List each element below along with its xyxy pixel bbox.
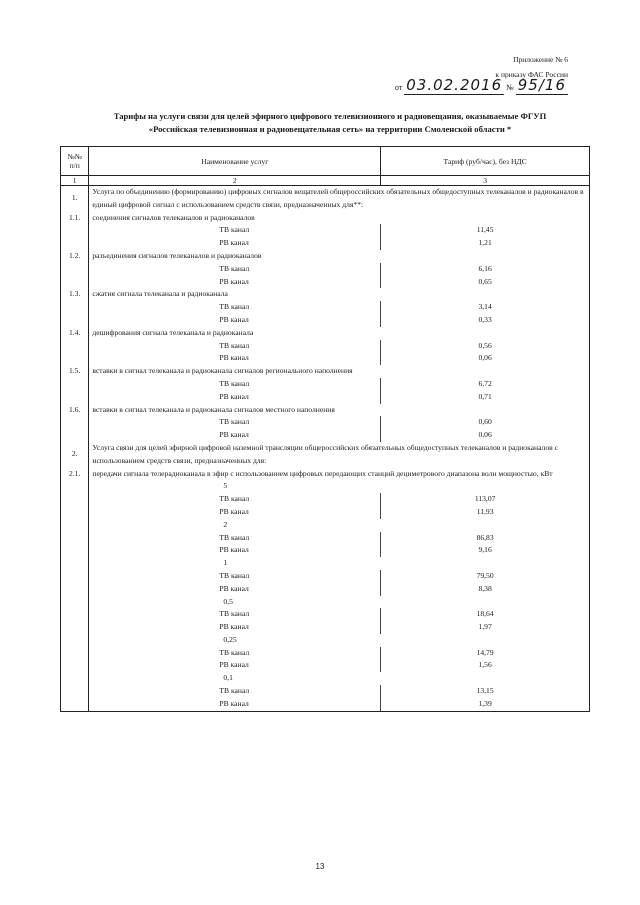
power-level: 5 — [223, 481, 228, 491]
channel-type: РВ канал — [219, 353, 249, 363]
tariff-table-body — [61, 147, 590, 712]
item-number: 1.3. — [61, 288, 89, 301]
table-row — [61, 212, 590, 225]
table-row — [61, 570, 590, 583]
tariff-empty — [381, 480, 590, 493]
item-number-empty — [61, 301, 89, 314]
table-row — [61, 224, 590, 237]
channel-type: РВ канал — [219, 583, 249, 593]
channel-type: ТВ канал — [219, 686, 250, 696]
tariff-value: 113,07 — [381, 493, 590, 506]
tariff-value: 0,33 — [381, 314, 590, 327]
channel-type: РВ канал — [219, 430, 249, 440]
item-number-empty — [61, 314, 89, 327]
table-row — [61, 352, 590, 365]
table-row — [61, 314, 590, 327]
item-number-empty — [61, 263, 89, 276]
service-description: дешифрования сигнала телеканала и радиоканала — [89, 327, 590, 340]
column-number: 3 — [381, 176, 590, 186]
table-row — [61, 557, 590, 570]
item-number-empty — [61, 340, 89, 353]
channel-type: ТВ канал — [219, 225, 250, 235]
tariff-value: 1,21 — [381, 237, 590, 250]
tariff-value: 9,16 — [381, 544, 590, 557]
column-number: 2 — [89, 176, 381, 186]
table-row — [61, 647, 590, 660]
channel-type: ТВ канал — [219, 570, 250, 580]
item-number-empty — [61, 237, 89, 250]
item-number: 1.1. — [61, 212, 89, 225]
tariff-empty — [381, 557, 590, 570]
column-number: 1 — [61, 176, 89, 186]
item-number-empty — [61, 659, 89, 672]
channel-type: РВ канал — [219, 276, 249, 286]
item-number: 1. — [61, 186, 89, 212]
tariff-value: 13,15 — [381, 685, 590, 698]
table-row — [61, 404, 590, 417]
item-number-empty — [61, 480, 89, 493]
item-number-empty — [61, 416, 89, 429]
table-row — [61, 416, 590, 429]
tariff-empty — [381, 596, 590, 609]
channel-type: ТВ канал — [219, 378, 250, 388]
service-description: сжатия сигнала телеканала и радиоканала — [89, 288, 590, 301]
tariff-value: 0,71 — [381, 391, 590, 404]
service-description: передачи сигнала телерадиоканала в эфир с использованием цифровых передающих станций дециметрового диапазона волн мощностью, кВт — [89, 468, 590, 481]
table-row — [61, 583, 590, 596]
item-number-empty — [61, 685, 89, 698]
tariff-value: 18,64 — [381, 608, 590, 621]
table-row — [61, 301, 590, 314]
service-description: разъединения сигналов телеканалов и радиоканалов — [89, 250, 590, 263]
table-row — [61, 493, 590, 506]
table-row — [61, 442, 590, 468]
table-row — [61, 698, 590, 711]
item-number-empty — [61, 544, 89, 557]
item-number-empty — [61, 532, 89, 545]
channel-type: ТВ канал — [219, 263, 250, 273]
table-row — [61, 186, 590, 212]
item-number: 2. — [61, 442, 89, 468]
table-row — [61, 429, 590, 442]
order-number: 95/16 — [517, 76, 566, 94]
table-row — [61, 468, 590, 481]
tariff-value: 11,93 — [381, 506, 590, 519]
table-row — [61, 365, 590, 378]
item-number-empty — [61, 596, 89, 609]
item-number-empty — [61, 352, 89, 365]
table-row — [61, 621, 590, 634]
table-row — [61, 685, 590, 698]
item-number-empty — [61, 634, 89, 647]
item-number-empty — [61, 519, 89, 532]
channel-type: РВ канал — [219, 660, 249, 670]
channel-type: РВ канал — [219, 545, 249, 555]
table-row — [61, 340, 590, 353]
power-level: 0,25 — [223, 634, 237, 644]
table-row — [61, 544, 590, 557]
item-number: 1.2. — [61, 250, 89, 263]
tariff-value: 1,97 — [381, 621, 590, 634]
column-number-row — [61, 176, 590, 186]
item-number-empty — [61, 672, 89, 685]
tariff-table — [60, 146, 590, 712]
tariff-value: 3,14 — [381, 301, 590, 314]
item-number-empty — [61, 493, 89, 506]
table-row — [61, 608, 590, 621]
channel-type: РВ канал — [219, 506, 249, 516]
channel-type: ТВ канал — [219, 609, 250, 619]
item-number: 1.6. — [61, 404, 89, 417]
item-number: 1.4. — [61, 327, 89, 340]
table-row — [61, 672, 590, 685]
tariff-value: 0,06 — [381, 429, 590, 442]
number-prefix: № — [506, 83, 514, 92]
tariff-empty — [381, 519, 590, 532]
item-number-empty — [61, 391, 89, 404]
tariff-empty — [381, 634, 590, 647]
document-title-line-1: Тарифы на услуги связи для целей эфирного цифрового телевизионного и радиовещания, оказываемые ФГУП — [113, 111, 547, 121]
item-number-empty — [61, 583, 89, 596]
tariff-value: 6,72 — [381, 378, 590, 391]
tariff-value: 1,39 — [381, 698, 590, 711]
table-row — [61, 480, 590, 493]
service-description: вставки в сигнал телеканала и радиоканала сигналов регионального наполнения — [89, 365, 590, 378]
appendix-label: Приложение № 6 — [513, 55, 568, 64]
channel-type: ТВ канал — [219, 647, 250, 657]
item-number-empty — [61, 608, 89, 621]
table-row — [61, 506, 590, 519]
item-number-empty — [61, 506, 89, 519]
table-row — [61, 263, 590, 276]
tariff-value: 14,79 — [381, 647, 590, 660]
item-number-empty — [61, 621, 89, 634]
channel-type: РВ канал — [219, 314, 249, 324]
tariff-value: 0,65 — [381, 276, 590, 289]
item-number: 1.5. — [61, 365, 89, 378]
table-row — [61, 532, 590, 545]
power-level: 2 — [223, 519, 228, 529]
tariff-value: 86,83 — [381, 532, 590, 545]
power-level: 0,5 — [223, 596, 233, 606]
channel-type: ТВ канал — [219, 340, 250, 350]
channel-type: РВ канал — [89, 698, 381, 711]
table-row — [61, 237, 590, 250]
tariff-empty — [381, 672, 590, 685]
channel-type: РВ канал — [219, 238, 249, 248]
item-number-empty — [61, 276, 89, 289]
order-date-number — [394, 76, 568, 94]
channel-type: ТВ канал — [219, 532, 250, 542]
page-number: 13 — [315, 862, 325, 871]
order-date: 03.02.2016 — [406, 76, 503, 94]
table-row — [61, 250, 590, 263]
item-number-empty — [61, 224, 89, 237]
power-level: 1 — [223, 558, 228, 568]
item-number: 2.1. — [61, 468, 89, 481]
item-number-empty — [61, 378, 89, 391]
table-row — [61, 634, 590, 647]
tariff-value: 6,16 — [381, 263, 590, 276]
power-level: 0,1 — [223, 673, 233, 683]
table-row — [61, 519, 590, 532]
table-row — [61, 288, 590, 301]
document-title-line-2: «Российская телевизионная и радиовещательная сеть» на территории Смоленской области * — [148, 124, 512, 134]
service-description: Услуга по объединению (формированию) цифровых сигналов вещателей общероссийских обязательных общедоступных телеканалов и радиоканалов в единый цифровой сигнал с использованием средств связи, предназначенных для**: — [89, 186, 590, 212]
item-number-empty — [61, 570, 89, 583]
date-prefix: от — [394, 83, 403, 92]
order-reference: к приказу ФАС России — [495, 70, 568, 79]
header-tariff: Тариф (руб/час), без НДС — [381, 147, 590, 176]
table-row — [61, 276, 590, 289]
channel-type: РВ канал — [219, 391, 249, 401]
service-description: вставки в сигнал телеканала и радиоканала сигналов местного наполнения — [89, 404, 590, 417]
item-number-empty — [61, 429, 89, 442]
table-row — [61, 659, 590, 672]
table-row — [61, 596, 590, 609]
item-number-empty — [61, 647, 89, 660]
table-row — [61, 391, 590, 404]
header-service-name: Наименование услуг — [89, 147, 381, 176]
channel-type: РВ канал — [219, 622, 249, 632]
tariff-value: 0,56 — [381, 340, 590, 353]
item-number-empty — [61, 698, 89, 711]
channel-type: ТВ канал — [219, 494, 250, 504]
tariff-value: 79,50 — [381, 570, 590, 583]
header-number: №№ п/п — [61, 147, 89, 176]
tariff-value: 11,45 — [381, 224, 590, 237]
service-description: соединения сигналов телеканалов и радиоканалов — [89, 212, 590, 225]
tariff-value: 0,06 — [381, 352, 590, 365]
tariff-value: 8,38 — [381, 583, 590, 596]
channel-type: ТВ канал — [219, 417, 250, 427]
item-number-empty — [61, 557, 89, 570]
table-row — [61, 327, 590, 340]
tariff-value: 0,60 — [381, 416, 590, 429]
tariff-value: 1,56 — [381, 659, 590, 672]
table-row — [61, 378, 590, 391]
table-header-row — [61, 147, 590, 176]
service-description: Услуга связи для целей эфирной цифровой наземной трансляции общероссийских обязательных общедоступных телеканалов и радиоканалов с использованием средств связи, предназначенных для: — [89, 442, 590, 468]
channel-type: ТВ канал — [219, 302, 250, 312]
